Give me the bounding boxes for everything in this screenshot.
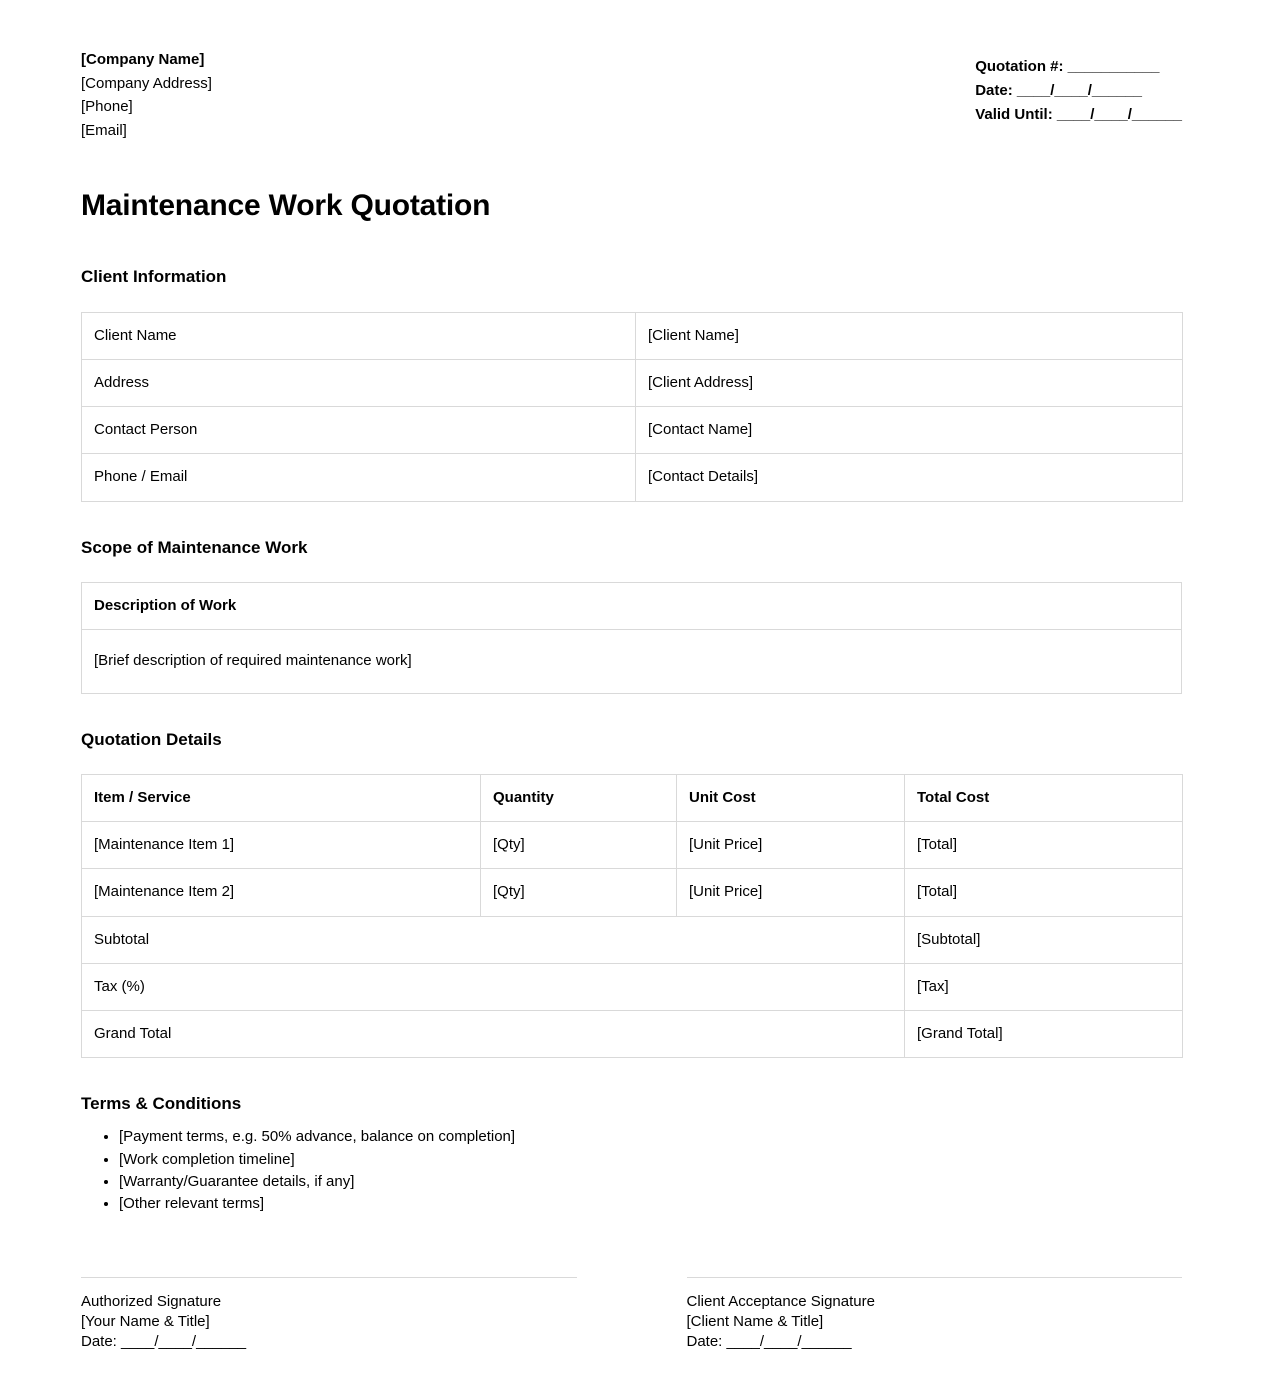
table-row — [82, 359, 1183, 406]
item-unit-cost-cell: [Unit Price] — [677, 869, 905, 916]
company-name: [Company Name] — [81, 51, 205, 68]
client-signature-name: [Client Name & Title] — [686, 1313, 824, 1331]
document-header — [81, 48, 1182, 143]
grand-total-row — [82, 1011, 1183, 1058]
grand-total-value: [Grand Total] — [905, 1011, 1183, 1058]
column-header-total-cost: Total Cost — [905, 774, 1183, 821]
list-item: • [Warranty/Guarantee details, if any] — [119, 1171, 1182, 1193]
client-address-label: Address — [82, 359, 636, 406]
company-address: [Company Address] — [81, 74, 212, 92]
tax-label: Tax (%) — [82, 963, 905, 1010]
table-row — [82, 869, 1183, 916]
signature-area — [81, 1277, 1182, 1352]
item-unit-cost-cell: [Unit Price] — [677, 822, 905, 869]
table-header-row — [82, 774, 1183, 821]
client-signature-title: Client Acceptance Signature — [686, 1293, 875, 1311]
table-row — [82, 822, 1183, 869]
table-row — [82, 630, 1182, 693]
authorized-signature-name: [Your Name & Title] — [81, 1313, 210, 1331]
list-item: • [Work completion timeline] — [119, 1149, 1182, 1171]
quotation-valid-until-field: Valid Until: ____/____/______ — [975, 106, 1182, 123]
client-information-heading: Client Information — [81, 267, 227, 287]
item-name-cell: [Maintenance Item 1] — [82, 822, 481, 869]
quotation-meta-block — [975, 48, 1182, 127]
client-information-section — [81, 267, 1182, 501]
terms-and-conditions-heading: Terms & Conditions — [81, 1094, 242, 1114]
contact-person-value: [Contact Name] — [636, 407, 1183, 454]
column-header-quantity: Quantity — [481, 774, 677, 821]
tax-row — [82, 963, 1183, 1010]
table-row — [82, 454, 1183, 501]
client-signature-date: Date: ____/____/______ — [686, 1333, 852, 1351]
table-row — [82, 583, 1182, 630]
item-total-cost-cell: [Total] — [905, 869, 1183, 916]
signature-divider — [81, 1277, 577, 1278]
scope-of-work-heading: Scope of Maintenance Work — [81, 537, 308, 557]
item-name-cell: [Maintenance Item 2] — [82, 869, 481, 916]
description-of-work-body: [Brief description of required maintenance work] — [82, 630, 1182, 693]
company-info-block — [81, 48, 212, 143]
tax-value: [Tax] — [905, 963, 1183, 1010]
subtotal-row — [82, 916, 1183, 963]
quotation-details-table — [81, 774, 1183, 1059]
phone-email-label: Phone / Email — [82, 454, 636, 501]
table-row — [82, 407, 1183, 454]
item-total-cost-cell: [Total] — [905, 822, 1183, 869]
authorized-signature-date: Date: ____/____/______ — [81, 1333, 247, 1351]
authorized-signature-block — [81, 1277, 577, 1352]
terms-list — [81, 1126, 1182, 1215]
column-header-unit-cost: Unit Cost — [677, 774, 905, 821]
terms-and-conditions-section — [81, 1094, 1182, 1215]
list-item: • [Other relevant terms] — [119, 1193, 1182, 1215]
contact-person-label: Contact Person — [82, 407, 636, 454]
description-of-work-header: Description of Work — [82, 583, 1182, 630]
company-email: [Email] — [81, 122, 127, 140]
scope-of-work-table — [81, 582, 1182, 694]
client-information-table — [81, 312, 1183, 502]
grand-total-label: Grand Total — [82, 1011, 905, 1058]
client-acceptance-signature-block — [687, 1277, 1183, 1352]
subtotal-value: [Subtotal] — [905, 916, 1183, 963]
phone-email-value: [Contact Details] — [636, 454, 1183, 501]
client-signature-lines — [687, 1292, 1183, 1352]
client-address-value: [Client Address] — [636, 359, 1183, 406]
page-title: Maintenance Work Quotation — [81, 188, 491, 222]
scope-of-work-section — [81, 538, 1182, 694]
quotation-details-heading: Quotation Details — [81, 729, 222, 749]
quotation-details-section — [81, 730, 1182, 1059]
subtotal-label: Subtotal — [82, 916, 905, 963]
signature-divider — [687, 1277, 1183, 1278]
table-row — [82, 312, 1183, 359]
authorized-signature-lines — [81, 1292, 577, 1352]
quotation-date-field: Date: ____/____/______ — [975, 82, 1142, 99]
list-item: • [Payment terms, e.g. 50% advance, balance on completion] — [119, 1126, 1182, 1148]
column-header-item-service: Item / Service — [82, 774, 481, 821]
client-name-value: [Client Name] — [636, 312, 1183, 359]
company-phone: [Phone] — [81, 98, 133, 116]
client-name-label: Client Name — [82, 312, 636, 359]
authorized-signature-title: Authorized Signature — [81, 1293, 222, 1311]
item-quantity-cell: [Qty] — [481, 869, 677, 916]
quotation-number-field: Quotation #: ___________ — [975, 58, 1160, 75]
item-quantity-cell: [Qty] — [481, 822, 677, 869]
